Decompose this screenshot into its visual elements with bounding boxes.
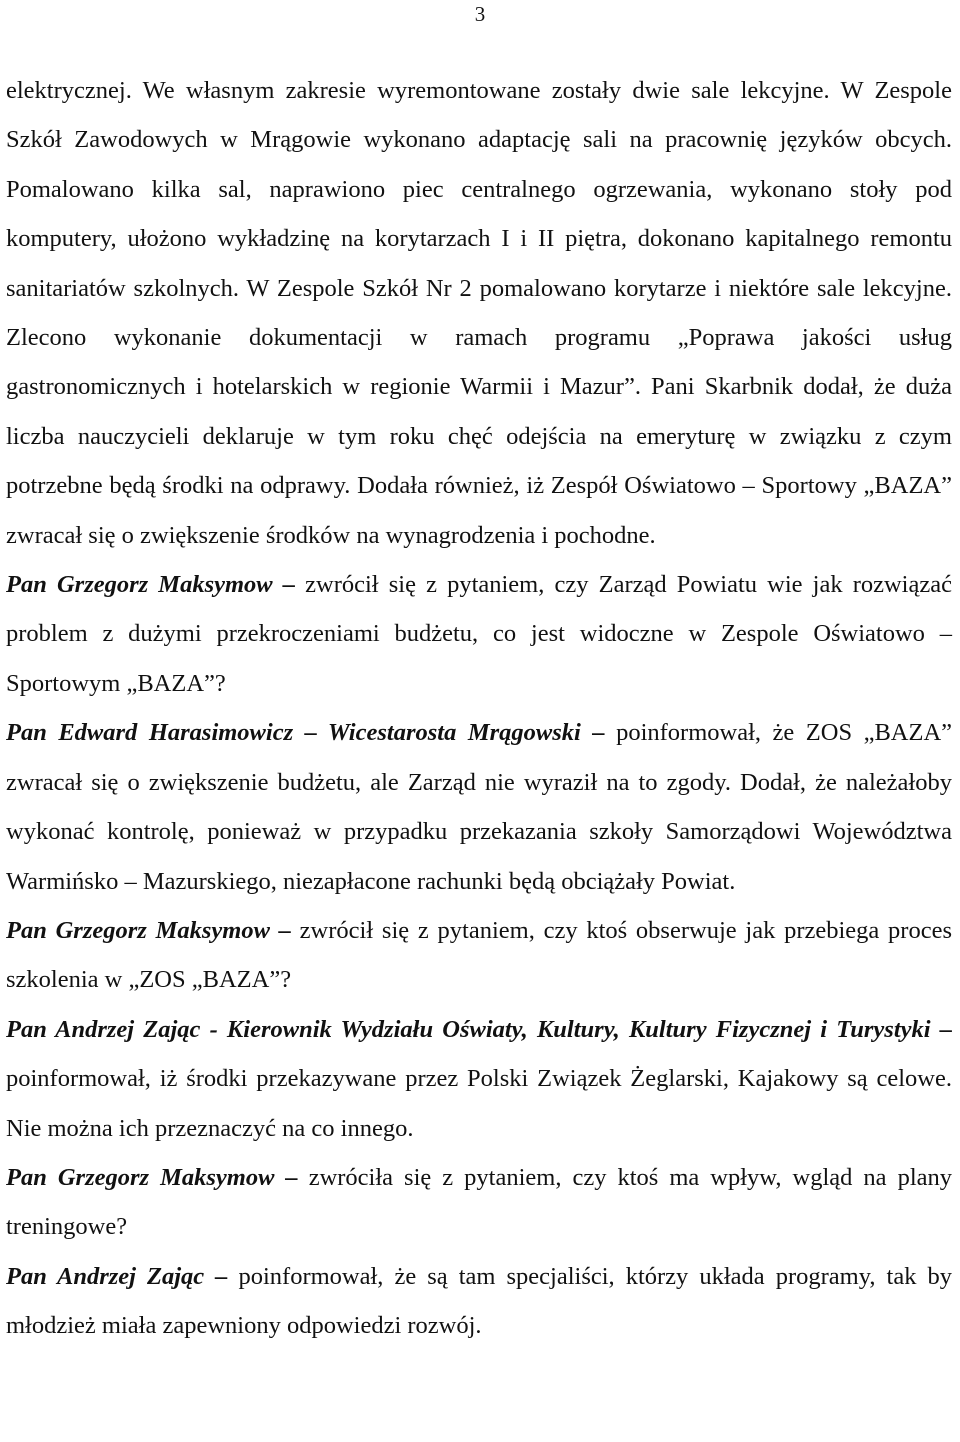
speaker-name: Pan Grzegorz Maksymow – <box>6 1163 298 1191</box>
page-number-text: 3 <box>474 2 486 26</box>
paragraph-zajac-answer-1 <box>6 1005 952 1153</box>
paragraph-maksymow-question-1 <box>6 560 952 708</box>
paragraph-text: elektrycznej. We własnym zakresie wyremontowane zostały dwie sale lekcyjne. W Zespole Szkół Zawodowych w Mrągowie wykonano adaptację sali na pracownię języków obcych. Pomalowano kilka sal, naprawiono piec centralnego ogrzewania, wykonano stoły pod komputery, ułożono wykładzinę na korytarzach I i II piętra, dokonano kapitalnego remontu sanitariatów szkolnych. W Zespole Szkół Nr 2 pomalowano korytarze i niektóre sale lekcyjne. Zlecono wykonanie dokumentacji w ramach programu „Poprawa jakości usług gastronomicznych i hotelarskich w regionie Warmii i Mazur”. Pani Skarbnik dodał, że duża liczba nauczycieli deklaruje w tym roku chęć odejścia na emeryturę w związku z czym potrzebne będą środki na odprawy. Dodała również, iż Zespół Oświatowo – Sportowy „BAZA” zwracał się o zwiększenie środków na wynagrodzenia i pochodne. <box>6 77 952 549</box>
paragraph-harasimowicz-answer <box>6 708 952 906</box>
paragraph-text: poinformował, iż środki przekazywane przez Polski Związek Żeglarski, Kajakowy są celowe. Nie można ich przeznaczyć na co innego. <box>6 1065 952 1142</box>
paragraph-text: poinformował, że ZOS „BAZA” zwracał się o zwiększenie budżetu, ale Zarząd nie wyraził na to zgody. Dodał, że należałoby wykonać kontrolę, ponieważ w przypadku przekazania szkoły Samorządowi Województwa Warmińsko – Mazurskiego, niezapłacone rachunki będą obciążały Powiat. <box>6 719 953 895</box>
speaker-name: Pan Andrzej Zając – <box>6 1262 228 1290</box>
paragraph-budget-report <box>6 66 952 560</box>
paragraph-text: zwróciła się z pytaniem, czy ktoś ma wpływ, wgląd na plany treningowe? <box>6 1163 952 1241</box>
document-body <box>6 66 952 1351</box>
paragraph-zajac-answer-2 <box>6 1252 952 1351</box>
speaker-name: Pan Edward Harasimowicz – Wicestarosta Mrągowski – <box>6 719 605 747</box>
paragraph-maksymow-question-2 <box>6 906 952 1005</box>
speaker-name: Pan Andrzej Zając - Kierownik Wydziału Oświaty, Kultury, Kultury Fizycznej i Turystyki – <box>6 1015 952 1043</box>
paragraph-text: poinformował, że są tam specjaliści, którzy układa programy, tak by młodzież miała zapewniony odpowiedzi rozwój. <box>6 1262 952 1340</box>
paragraph-text: zwrócił się z pytaniem, czy Zarząd Powiatu wie jak rozwiązać problem z dużymi przekroczeniami budżetu, co jest widoczne w Zespole Oświatowo – Sportowym „BAZA”? <box>6 571 952 697</box>
speaker-name: Pan Grzegorz Maksymow – <box>6 916 291 944</box>
speaker-name: Pan Grzegorz Maksymow – <box>6 571 296 599</box>
paragraph-maksymow-question-3 <box>6 1153 952 1252</box>
page-number <box>0 2 960 26</box>
paragraph-text: zwrócił się z pytaniem, czy ktoś obserwuje jak przebiega proces szkolenia w „ZOS „BAZA”? <box>6 916 952 994</box>
